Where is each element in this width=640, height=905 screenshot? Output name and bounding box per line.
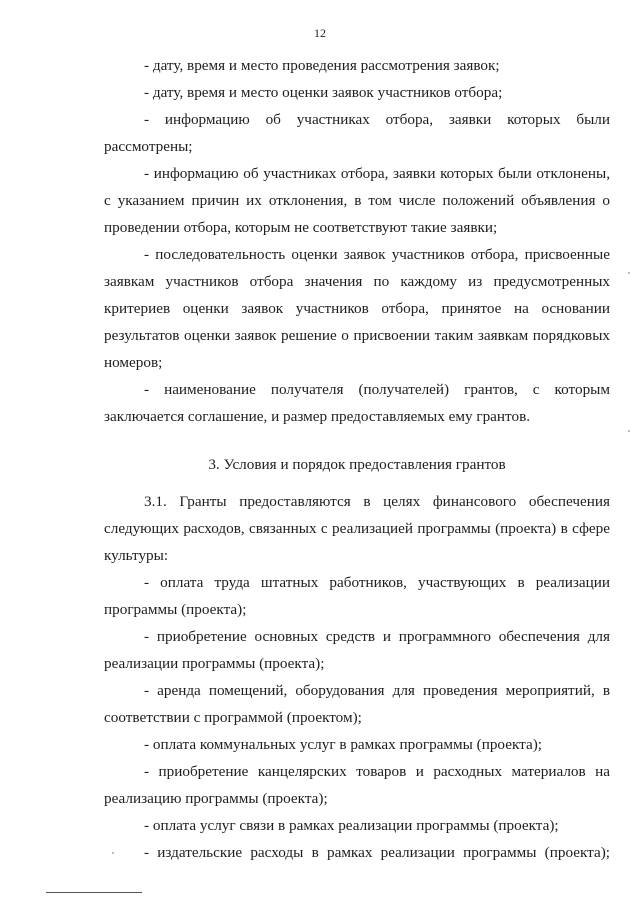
list-item-communication: - оплата услуг связи в рамках реализации программы (проекта);: [144, 817, 559, 834]
list-item-evaluation-date: - дату, время и место оценки заявок участников отбора;: [144, 84, 503, 101]
scan-speck: [628, 430, 630, 432]
list-item-review-date: - дату, время и место проведения рассмотрения заявок;: [144, 57, 500, 74]
list-item-grant-recipient: - наименование получателя (получателей) грантов, с которым заключается соглашение, и размер предоставляемых ему грантов.: [104, 381, 610, 425]
clause-3-1: 3.1. Гранты предоставляются в целях финансового обеспечения следующих расходов, связанных с реализацией программы (проекта) в сфере культуры:: [104, 493, 610, 564]
list-item-staff-salary: - оплата труда штатных работников, участвующих в реализации программы (проекта);: [104, 574, 610, 618]
list-item-utilities: - оплата коммунальных услуг в рамках программы (проекта);: [144, 736, 542, 753]
list-item-stationery: - приобретение канцелярских товаров и расходных материалов на реализацию программы (проекта);: [104, 763, 610, 807]
page-number: 12: [314, 26, 326, 40]
list-item-publishing: - издательские расходы в рамках реализации программы (проекта);: [144, 844, 610, 861]
document-body: [104, 52, 610, 866]
list-item-evaluation-sequence: - последовательность оценки заявок участников отбора, присвоенные заявкам участников отбора значения по каждому из предусмотренных критериев оценки заявок участников отбора, принятое на основании результатов оценки заявок решение о присвоении таким заявкам порядковых номеров;: [104, 246, 610, 371]
list-item-reviewed-participants: - информацию об участниках отбора, заявки которых были рассмотрены;: [104, 111, 610, 155]
footnote-rule: [46, 892, 142, 893]
section-heading: 3. Условия и порядок предоставления грантов: [208, 456, 506, 473]
list-item-rejected-participants: - информацию об участниках отбора, заявки которых были отклонены, с указанием причин их отклонения, в том числе положений объявления о проведении отбора, которым не соответствуют такие заявки;: [104, 165, 610, 236]
scan-speck: [628, 272, 630, 274]
list-item-rent: - аренда помещений, оборудования для проведения мероприятий, в соответствии с программой (проектом);: [104, 682, 610, 726]
list-item-fixed-assets: - приобретение основных средств и программного обеспечения для реализации программы (проекта);: [104, 628, 610, 672]
scan-speck: [112, 852, 114, 854]
